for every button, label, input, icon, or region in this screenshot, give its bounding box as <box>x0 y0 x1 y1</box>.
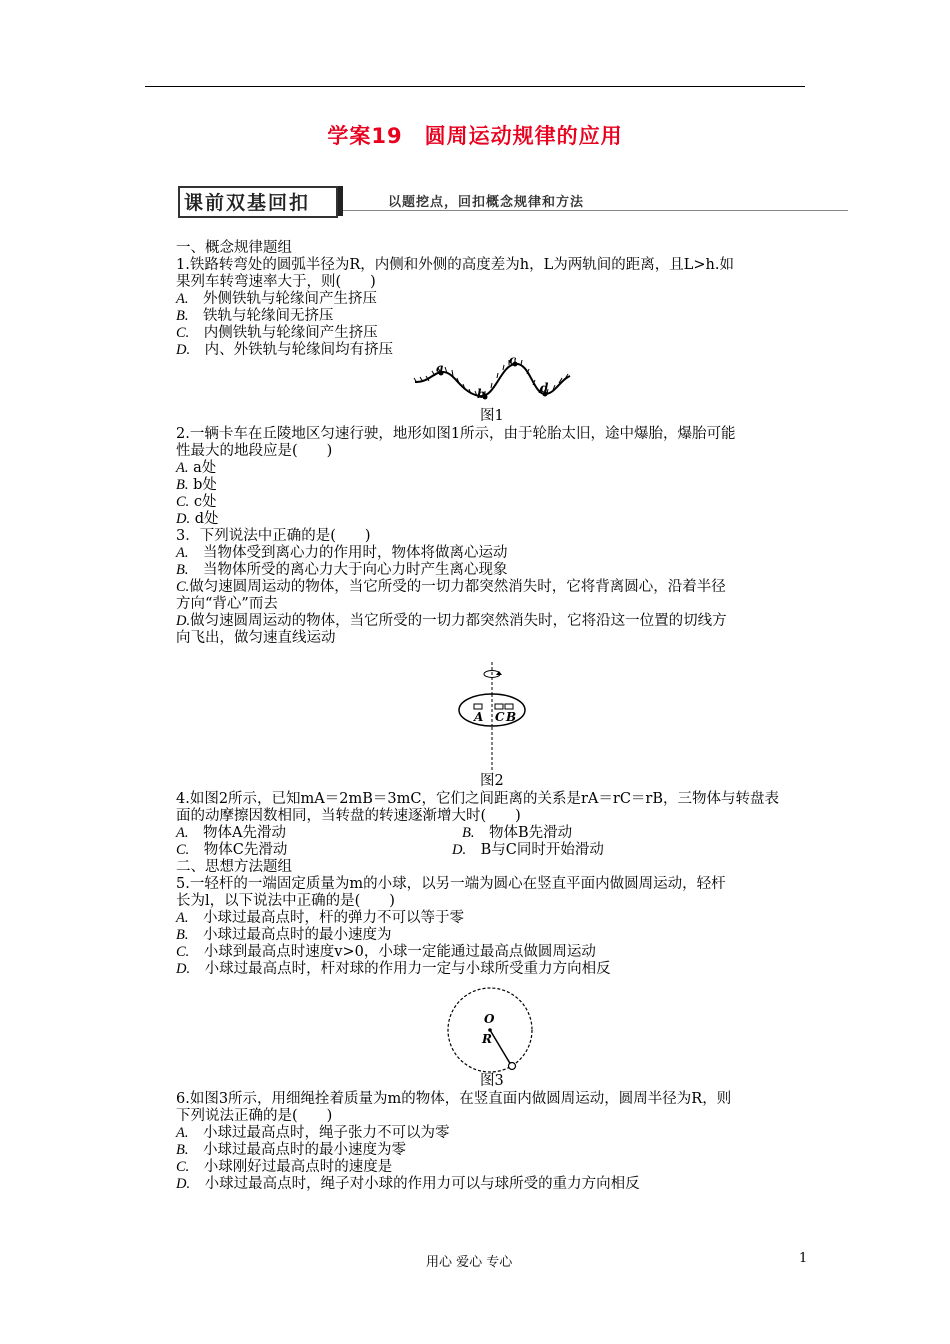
q2-line1: 2.一辆卡车在丘陵地区匀速行驶，地形如图1所示，由于轮胎太旧，途中爆胎，爆胎可能 <box>176 426 736 442</box>
q2-line2: 性最大的地段应是( ) <box>176 443 333 459</box>
banner-bar <box>338 186 343 216</box>
fig3-label-r: R <box>482 1032 492 1046</box>
q6-option-c: C. 小球刚好过最高点时的速度是 <box>176 1159 393 1175</box>
q4-option-a: A. 物体A先滑动 <box>176 825 286 841</box>
figure-1-hills <box>405 352 575 410</box>
fig2-caption: 图2 <box>480 773 504 789</box>
figure-2-turntable <box>455 660 530 775</box>
q3-option-b: B. 当物体所受的离心力大于向心力时产生离心现象 <box>176 562 508 578</box>
q5-line1: 5.一轻杆的一端固定质量为m的小球，以另一端为圆心在竖直平面内做圆周运动，轻杆 <box>176 876 726 892</box>
q2-option-b: B. b处 <box>176 477 217 493</box>
q4-option-b: B. 物体B先滑动 <box>462 825 573 841</box>
top-rule <box>145 86 805 87</box>
page-title: 学案19 圆周运动规律的应用 <box>327 124 623 148</box>
q3-option-d: D.做匀速圆周运动的物体，当它所受的一切力都突然消失时，它将沿这一位置的切线方 <box>176 613 727 629</box>
q6-line2: 下列说法正确的是( ) <box>176 1108 333 1124</box>
q2-option-c: C. c处 <box>176 494 217 510</box>
figure-3-circle <box>445 985 535 1075</box>
section-heading-1: 一、概念规律题组 <box>176 240 292 256</box>
banner-underline <box>343 210 848 211</box>
fig1-label-a: a <box>436 361 444 375</box>
q1-option-b: B. 铁轨与轮缘间无挤压 <box>176 308 334 324</box>
fig3-caption: 图3 <box>480 1073 504 1089</box>
fig2-label-b: B <box>506 710 517 724</box>
q2-option-a: A. a处 <box>176 460 217 476</box>
fig1-label-d: d <box>540 381 549 395</box>
fig1-caption: 图1 <box>480 408 504 424</box>
q6-option-a: A. 小球过最高点时，绳子张力不可以为零 <box>176 1125 450 1141</box>
q3-line1: 3．下列说法中正确的是( ) <box>176 528 371 544</box>
q2-option-d: D. d处 <box>176 511 219 527</box>
q5-line2: 长为l，以下说法中正确的是( ) <box>176 893 395 909</box>
banner-left-text: 课前双基回扣 <box>184 192 311 214</box>
q4-line2: 面的动摩擦因数相同，当转盘的转速逐渐增大时( ) <box>176 808 521 824</box>
fig3-label-o: O <box>484 1012 495 1026</box>
q6-option-d: D. 小球过最高点时，绳子对小球的作用力可以与球所受的重力方向相反 <box>176 1176 640 1192</box>
banner-right-text: 以题挖点，回扣概念规律和方法 <box>388 195 585 210</box>
section-banner <box>178 186 848 216</box>
fig1-label-c: c <box>509 353 517 367</box>
q3-option-c: C.做匀速圆周运动的物体，当它所受的一切力都突然消失时，它将背离圆心，沿着半径 <box>176 579 726 595</box>
q5-option-a: A. 小球过最高点时，杆的弹力不可以等于零 <box>176 910 464 926</box>
q6-option-b: B. 小球过最高点时的最小速度为零 <box>176 1142 406 1158</box>
fig1-label-b: b <box>477 387 486 401</box>
q5-option-d: D. 小球过最高点时，杆对球的作用力一定与小球所受重力方向相反 <box>176 961 611 977</box>
q5-option-b: B. 小球过最高点时的最小速度为 <box>176 927 392 943</box>
q1-option-d: D. 内、外铁轨与轮缘间均有挤压 <box>176 342 394 358</box>
q3-option-d-cont: 向飞出，做匀速直线运动 <box>176 630 336 646</box>
q3-option-c-cont: 方向“背心”而去 <box>176 596 278 612</box>
q6-line1: 6.如图3所示，用细绳拴着质量为m的物体，在竖直面内做圆周运动，圆周半径为R，则 <box>176 1091 732 1107</box>
q1-line1: 1.铁路转弯处的圆弧半径为R，内侧和外侧的高度差为h，L为两轨间的距离，且L>h.如 <box>176 257 734 273</box>
fig2-label-c: C <box>495 710 505 724</box>
footer-text: 用心 爱心 专心 <box>426 1255 513 1270</box>
q3-option-a: A. 当物体受到离心力的作用时，物体将做离心运动 <box>176 545 508 561</box>
page-number: 1 <box>799 1251 808 1266</box>
q4-option-d: D. B与C同时开始滑动 <box>452 842 604 858</box>
q4-line1: 4.如图2所示，已知mA＝2mB＝3mC，它们之间距离的关系是rA＝rC＝rB，三物体与转盘表 <box>176 791 779 807</box>
q4-option-c: C. 物体C先滑动 <box>176 842 288 858</box>
q1-line2: 果列车转弯速率大于，则( ) <box>176 274 376 290</box>
fig2-label-a: A <box>474 710 484 724</box>
q1-option-c: C. 内侧铁轨与轮缘间产生挤压 <box>176 325 378 341</box>
q5-option-c: C. 小球到最高点时速度v>0，小球一定能通过最高点做圆周运动 <box>176 944 596 960</box>
section-heading-2: 二、思想方法题组 <box>176 859 292 875</box>
q1-option-a: A. 外侧铁轨与轮缘间产生挤压 <box>176 291 377 307</box>
